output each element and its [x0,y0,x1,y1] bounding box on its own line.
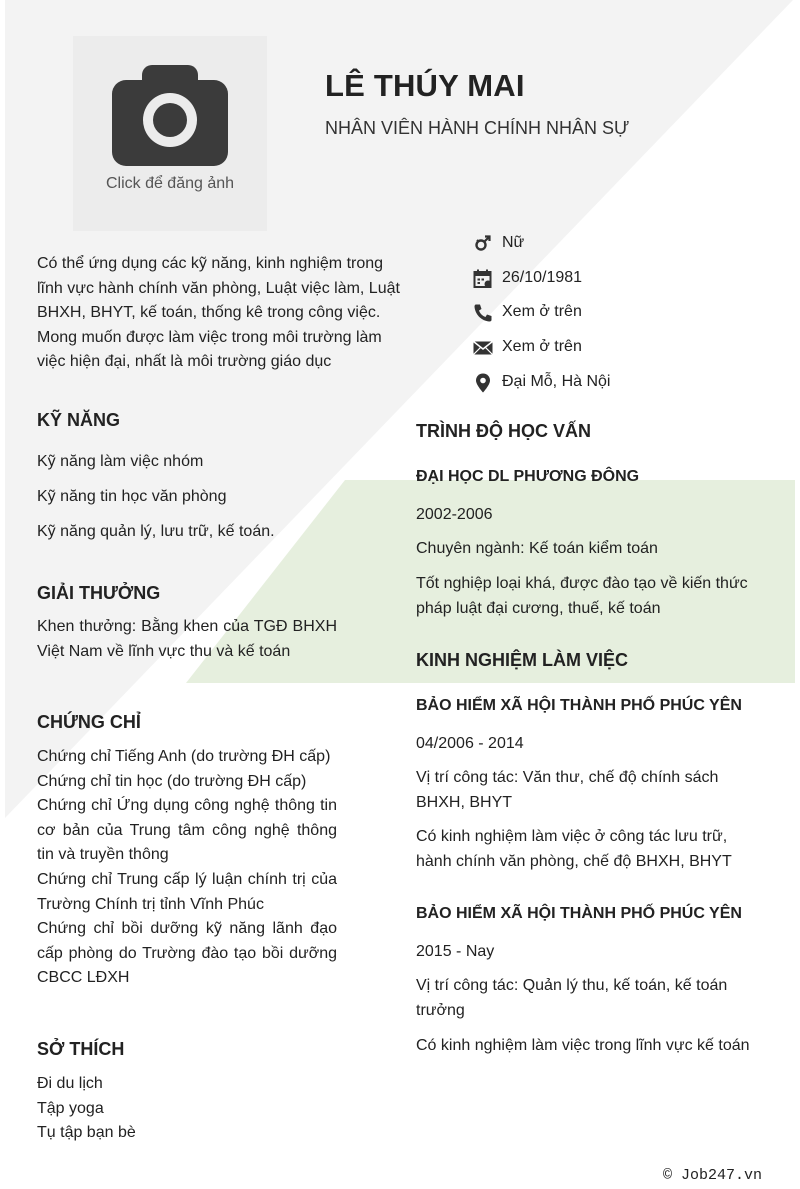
hobby-list [37,1072,136,1146]
award-text: Khen thưởng: Bằng khen của TGĐ BHXH Việt Nam về lĩnh vực thu và kế toán [37,618,337,660]
certificate-item: Chứng chỉ Ứng dụng công nghệ thông tin cơ bản của Trung tâm công nghệ thông tin và truyền thông [37,797,337,864]
gender-icon [473,234,493,254]
skill-item: Kỹ năng làm việc nhóm [37,453,204,470]
skills-heading: KỸ NĂNG [37,410,121,430]
job-period: 04/2006 - 2014 [416,735,524,752]
candidate-name: LÊ THÚY MAI [325,68,525,103]
certificate-item: Chứng chỉ Trung cấp lý luận chính trị của Trường Chính trị tỉnh Vĩnh Phúc [37,870,337,913]
job-period: 2015 - Nay [416,943,495,960]
envelope-icon [473,338,493,358]
certificate-list [37,745,337,991]
career-objective: Có thể ứng dụng các kỹ năng, kinh nghiệm trong lĩnh vực hành chính văn phòng, Luật việc làm, Luật BHXH, BHYT, kế toán, thống kê trong công việc. Mong muốn được làm việc trong môi trường làm việc hiện đại, nhất là môi trường giáo dục [37,255,400,371]
awards-heading: GIẢI THƯỞNG [37,583,161,603]
map-pin-icon [473,373,493,393]
job-title: NHÂN VIÊN HÀNH CHÍNH NHÂN SỰ [325,118,630,138]
photo-upload[interactable] [73,36,267,231]
hobby-item: Đi du lịch [37,1075,103,1092]
job-description: Có kinh nghiệm làm việc trong lĩnh vực kế toán [416,1037,750,1054]
education-heading: TRÌNH ĐỘ HỌC VẤN [416,421,591,441]
certificate-item: Chứng chỉ tin học (do trường ĐH cấp) [37,772,307,790]
hobbies-heading: SỞ THÍCH [37,1039,125,1059]
hobby-item: Tập yoga [37,1099,104,1117]
job-position: Vị trí công tác: Quản lý thu, kế toán, kế toán trưởng [416,977,728,1019]
certificate-item: Chứng chỉ Tiếng Anh (do trường ĐH cấp) [37,748,331,765]
photo-caption: Click để đăng ảnh [105,175,235,192]
experience-heading: KINH NGHIỆM LÀM VIỆC [416,650,629,670]
education-note: Tốt nghiệp loại khá, được đào tạo về kiến thức pháp luật đại cương, thuế, kế toán [416,575,748,617]
phone-icon [473,303,493,323]
calendar-icon [473,269,493,289]
job-position: Vị trí công tác: Văn thư, chế độ chính sách BHXH, BHYT [416,769,719,811]
job-company: BẢO HIỂM XÃ HỘI THÀNH PHỐ PHÚC YÊN [416,697,742,714]
certificates-heading: CHỨNG CHỈ [37,712,141,732]
hobby-item: Tụ tập bạn bè [37,1124,136,1142]
certificate-item: Chứng chỉ bồi dưỡng kỹ năng lãnh đạo cấp phòng do Trường đào tạo bồi dưỡng CBCC LĐXH [37,920,337,987]
education-period: 2002-2006 [416,506,493,523]
education-school: ĐẠI HỌC DL PHƯƠNG ĐÔNG [416,468,640,485]
job-description: Có kinh nghiệm làm việc ở công tác lưu trữ, hành chính văn phòng, chế độ BHXH, BHYT [416,828,732,870]
skill-item: Kỹ năng quản lý, lưu trữ, kế toán. [37,523,275,540]
education-major: Chuyên ngành: Kế toán kiểm toán [416,540,658,557]
copyright-footer: © Job247.vn [663,1167,763,1184]
skill-item: Kỹ năng tin học văn phòng [37,488,227,505]
job-company: BẢO HIỂM XÃ HỘI THÀNH PHỐ PHÚC YÊN [416,905,742,922]
